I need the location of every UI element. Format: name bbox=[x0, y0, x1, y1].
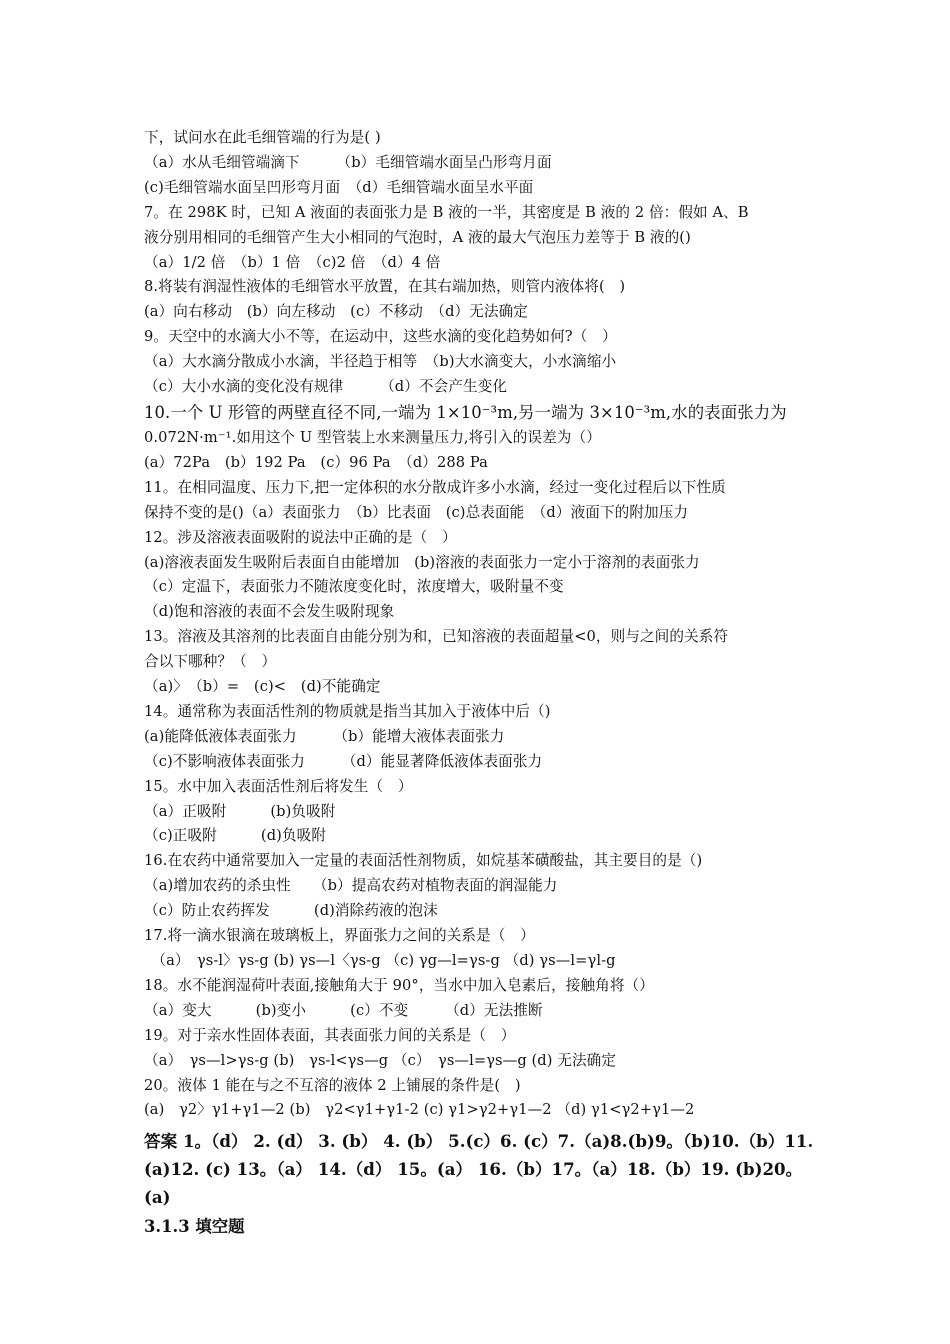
question-12-options-2: （c）定温下，表面张力不随浓度变化时，浓度增大，吸附量不变 bbox=[144, 578, 564, 596]
question-15-options-1: （a）正吸附 (b)负吸附 bbox=[144, 802, 336, 820]
question-17: 17.将一滴水银滴在玻璃板上，界面张力之间的关系是（ ） bbox=[144, 927, 535, 945]
question-13-line-1: 13。溶液及其溶剂的比表面自由能分别为和，已知溶液的表面超量<0，则与之间的关系符 bbox=[144, 628, 729, 646]
question-13-line-2: 合以下哪种？（ ） bbox=[144, 653, 277, 671]
question-8-options: (a）向右移动 (b）向左移动 (c）不移动 （d）无法确定 bbox=[144, 303, 528, 321]
question-8: 8.将装有润湿性液体的毛细管水平放置，在其右端加热，则管内液体将( ) bbox=[144, 278, 626, 296]
question-11-line-1: 11。在相同温度、压力下,把一定体积的水分散成许多小水滴，经过一变化过程后以下性质 bbox=[144, 478, 726, 496]
question-9-options-2: （c）大小水滴的变化没有规律 （d）不会产生变化 bbox=[144, 378, 508, 396]
question-10-line-2: 0.072N·m⁻¹.如用这个 U 型管装上水来测量压力,将引入的误差为（） bbox=[144, 428, 601, 446]
question-16-options-1: （a)增加农药的杀虫性 （b）提高农药对植物表面的润湿能力 bbox=[144, 877, 558, 895]
question-16: 16.在农药中通常要加入一定量的表面活性剂物质，如烷基苯磺酸盐，其主要目的是（) bbox=[144, 852, 703, 870]
question-19: 19。对于亲水性固体表面，其表面张力间的关系是（ ） bbox=[144, 1026, 516, 1044]
answer-key: 答案 1。（d） 2. (d） 3. (b） 4. (b） 5.(c）6. (c）7.（a)8.(b)9。（b)10.（b）11.(a)12. (c) 13。（a） 14.（d） 15。(a） 16.（b）17。（a）18.（b）19. (b)20。(a) bbox=[144, 1131, 814, 1208]
question-7-line-1: 7。在 298K 时，已知 A 液面的表面张力是 B 液的一半，其密度是 B 液的 2 倍：假如 A、B bbox=[144, 203, 749, 221]
question-19-options: （a） γs—l>γs-g (b) γs-l<γs—g （c） γs—l=γs—g (d) 无法确定 bbox=[144, 1051, 617, 1069]
question-10-options: (a）72Pa (b）192 Pa (c）96 Pa （d）288 Pa bbox=[144, 453, 488, 471]
question-18: 18。水不能润湿荷叶表面,接触角大于 90°，当水中加入皂素后，接触角将（） bbox=[144, 976, 654, 994]
question-15: 15。水中加入表面活性剂后将发生（ ） bbox=[144, 777, 413, 795]
question-12-options-1: (a)溶液表面发生吸附后表面自由能增加 (b)溶液的表面张力一定小于溶剂的表面张力 bbox=[144, 553, 700, 571]
question-7-line-2: 液分别用相同的毛细管产生大小相同的气泡时，A 液的最大气泡压力差等于 B 液的() bbox=[144, 228, 691, 246]
question-14-options-2: （c)不影响液体表面张力 （d）能显著降低液体表面张力 bbox=[144, 752, 543, 770]
question-10-line-1: 10.一个 U 形管的两壁直径不同,一端为 1×10⁻³m,另一端为 3×10⁻³m,水的表面张力为 bbox=[144, 402, 787, 422]
text-line-2: （a）水从毛细管端滴下 （b）毛细管端水面呈凸形弯月面 bbox=[144, 153, 552, 171]
question-16-options-2: （c）防止农药挥发 (d)消除药液的泡沫 bbox=[144, 902, 438, 920]
question-15-options-2: （c)正吸附 (d)负吸附 bbox=[144, 827, 327, 845]
question-14-options-1: (a)能降低液体表面张力 （b）能增大液体表面张力 bbox=[144, 727, 505, 745]
question-12-options-3: （d)饱和溶液的表面不会发生吸附现象 bbox=[144, 603, 395, 621]
question-13-options: （a)〉 （b）= (c)< (d)不能确定 bbox=[144, 678, 381, 696]
section-heading: 3.1.3 填空题 bbox=[144, 1217, 245, 1237]
document-page bbox=[144, 126, 814, 1241]
question-14: 14。通常称为表面活性剂的物质就是指当其加入于液体中后（) bbox=[144, 702, 551, 720]
text-line-1: 下，试问水在此毛细管端的行为是( ) bbox=[144, 129, 381, 146]
question-9-options-1: （a）大水滴分散成小水滴，半径趋于相等 （b)大水滴变大，小水滴缩小 bbox=[144, 353, 617, 371]
text-line-3: (c)毛细管端水面呈凹形弯月面 （d）毛细管端水面呈水平面 bbox=[144, 178, 534, 196]
question-20-options: (a) γ2〉γ1+γ1—2 (b) γ2<γ1+γ1-2 (c) γ1>γ2+γ1—2 （d) γ1<γ2+γ1—2 bbox=[144, 1101, 695, 1119]
question-9: 9。天空中的水滴大小不等，在运动中，这些水滴的变化趋势如何?（ ） bbox=[144, 328, 617, 346]
question-20: 20。液体 1 能在与之不互溶的液体 2 上铺展的条件是( ) bbox=[144, 1076, 521, 1094]
question-18-options: （a）变大 (b)变小 (c）不变 （d）无法推断 bbox=[144, 1001, 543, 1019]
question-7-options: （a）1/2 倍 （b）1 倍 （c)2 倍 （d）4 倍 bbox=[144, 253, 441, 271]
question-17-options: （a） γs-l〉γs-g (b) γs—l〈γs-g （c) γg—l=γs-g （d) γs—l=γl-g bbox=[144, 952, 616, 969]
question-12: 12。涉及溶液表面吸附的说法中正确的是（ ） bbox=[144, 528, 457, 546]
question-11-line-2: 保持不变的是()（a）表面张力 （b）比表面 (c)总表面能 （d）液面下的附加压力 bbox=[144, 503, 689, 521]
